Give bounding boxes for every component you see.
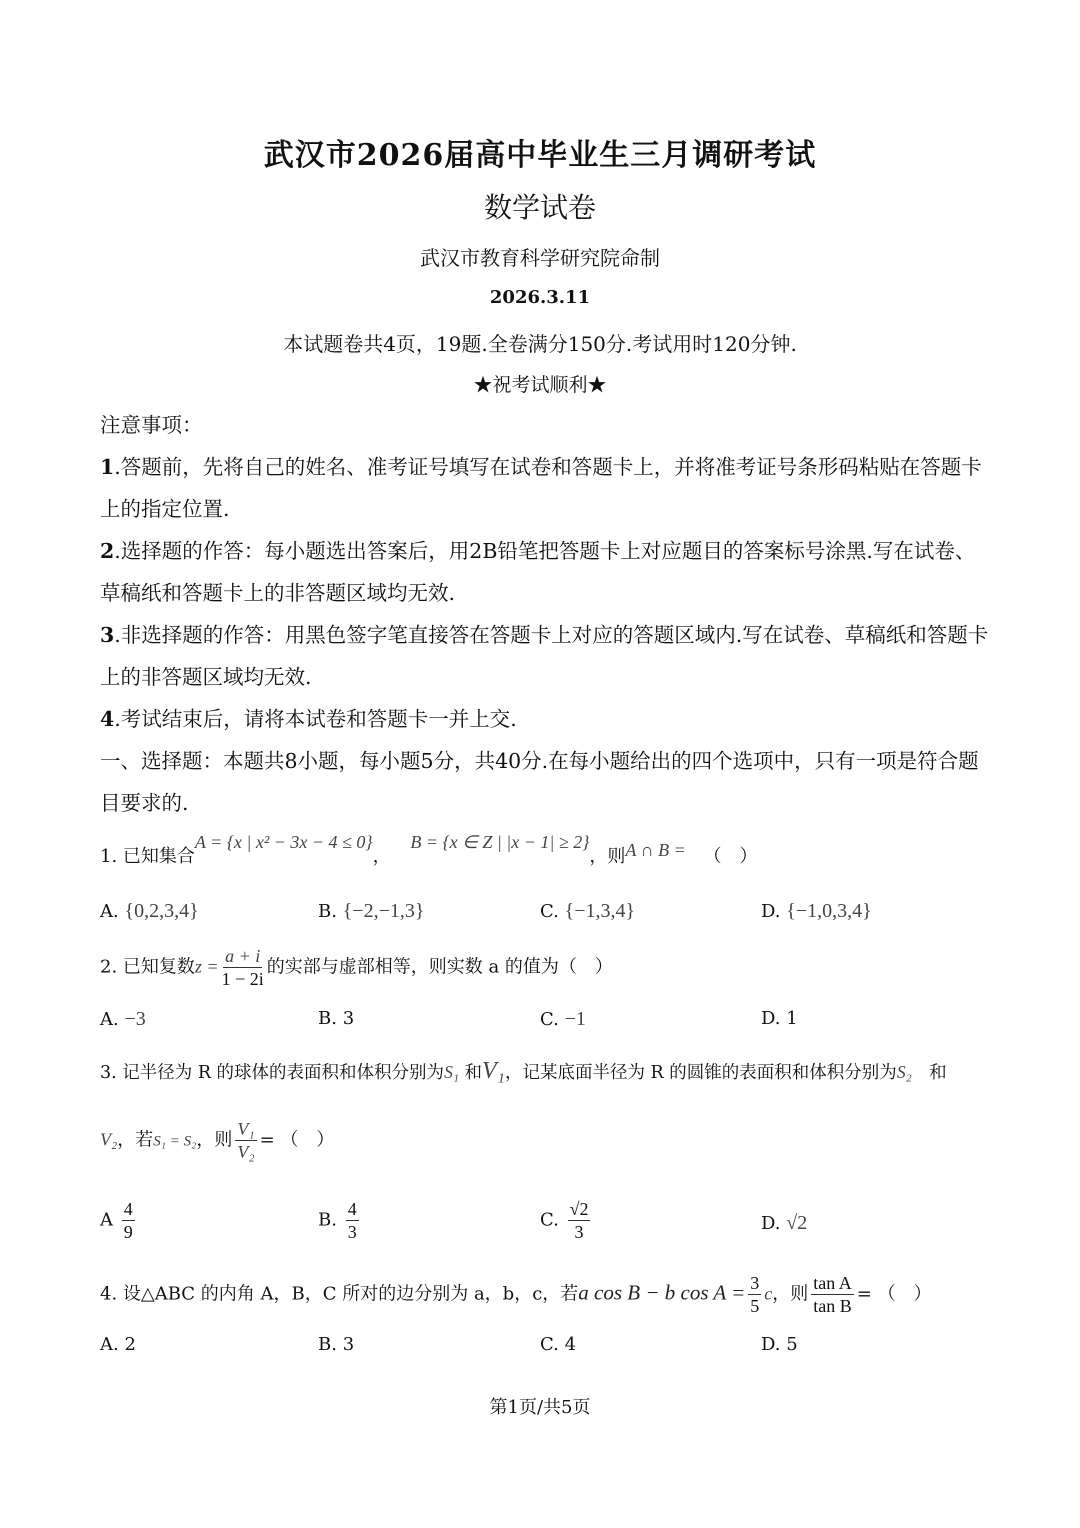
exam-subtitle: 数学试卷 [483, 191, 596, 224]
note-item: 2.选择题的作答：每小题选出答案后，用2B铅笔把答题卡上对应题目的答案标号涂黑.写在试卷、草稿纸和答题卡上的非答题区域均无效. [100, 539, 976, 605]
set-a: A = {x | x² − 3x − 4 ≤ 0} [194, 832, 373, 852]
note-item: 1.答题前，先将自己的姓名、准考证号填写在试卷和答题卡上，并将准考证号条形码粘贴在答题卡上的指定位置. [100, 455, 982, 521]
q4-option-c[interactable]: C. 4 [540, 1334, 577, 1355]
q3-option-a[interactable]: A $\frac{4}{9}$ [100, 1199, 133, 1242]
question-4: 4. 设△ABC 的内角 A，B，C 所对的边分别为 a，b，c，若a cos B − b cos A = $\frac{3}{5}$ c，则 $\frac{\text{tan A}}{\text{tan B}}$ = （ ） [100, 1273, 932, 1316]
q2-option-c[interactable]: C. −1 [540, 1008, 586, 1030]
q1-option-d[interactable]: D. {−1,0,3,4} [761, 900, 872, 922]
fraction: $\frac{a + i}{1 - 2i}$ [221, 946, 264, 989]
note-item: 3.非选择题的作答：用黑色签字笔直接答在答题卡上对应的答题区域内.写在试卷、草稿纸和答题卡上的非答题区域均无效. [100, 623, 989, 689]
q4-option-b[interactable]: B. 3 [318, 1334, 355, 1355]
notes-heading: 注意事项： [100, 413, 203, 437]
exam-wish: ★祝考试顺利★ [473, 374, 607, 396]
exam-info: 本试题卷共4页，19题.全卷满分150分.考试用时120分钟. [283, 332, 797, 356]
question-1: 1. 已知集合A = {x | x² − 3x − 4 ≤ 0}， B = {x ∈ Z | |x − 1| ≥ 2}，则A ∩ B = （ ） [100, 832, 758, 867]
exam-title: 武汉市2026届高中毕业生三月调研考试 [263, 138, 817, 173]
q1-option-c[interactable]: C. {−1,3,4} [540, 900, 636, 922]
q2-option-d[interactable]: D. 1 [761, 1008, 798, 1029]
q4-option-d[interactable]: D. 5 [761, 1334, 798, 1355]
q2-option-b[interactable]: B. 3 [318, 1008, 355, 1029]
q3-option-b[interactable]: B. $\frac{4}{3}$ [318, 1199, 357, 1242]
page-footer: 第1页/共5页 [489, 1397, 591, 1418]
section-heading: 一、选择题：本题共8小题，每小题5分，共40分.在每小题给出的四个选项中，只有一项是符合题目要求的. [100, 749, 979, 815]
question-3-line-1: 3. 记半径为 R 的球体的表面积和体积分别为S₁ 和V₁，记某底面半径为 R 的圆锥的表面积和体积分别为S₂ 和 [100, 1058, 947, 1084]
q3-option-d[interactable]: D. √2 [761, 1212, 808, 1234]
q3-option-c[interactable]: C. $\frac{√2}{3}$ [540, 1199, 589, 1242]
notes [100, 404, 990, 824]
question-3-line-2: V₂，若S₁ = S₂，则 $\frac{\text{V₁}}{\text{V₂}}$ = （ ） [100, 1119, 335, 1162]
question-2: 2. 已知复数z = $\frac{a + i}{1 - 2i}$ 的实部与虚部相等，则实数 a 的值为（ ） [100, 946, 613, 989]
set-b: B = {x ∈ Z | |x − 1| ≥ 2} [410, 832, 590, 852]
exam-date: 2026.3.11 [489, 287, 591, 308]
exam-author: 武汉市教育科学研究院命制 [420, 246, 660, 270]
q2-option-a[interactable]: A. −3 [100, 1008, 146, 1030]
q4-option-a[interactable]: A. 2 [100, 1334, 136, 1355]
q1-option-b[interactable]: B. {−2,−1,3} [318, 900, 425, 922]
note-item: 4.考试结束后，请将本试卷和答题卡一并上交. [100, 707, 517, 731]
q1-option-a[interactable]: A. {0,2,3,4} [100, 900, 199, 922]
